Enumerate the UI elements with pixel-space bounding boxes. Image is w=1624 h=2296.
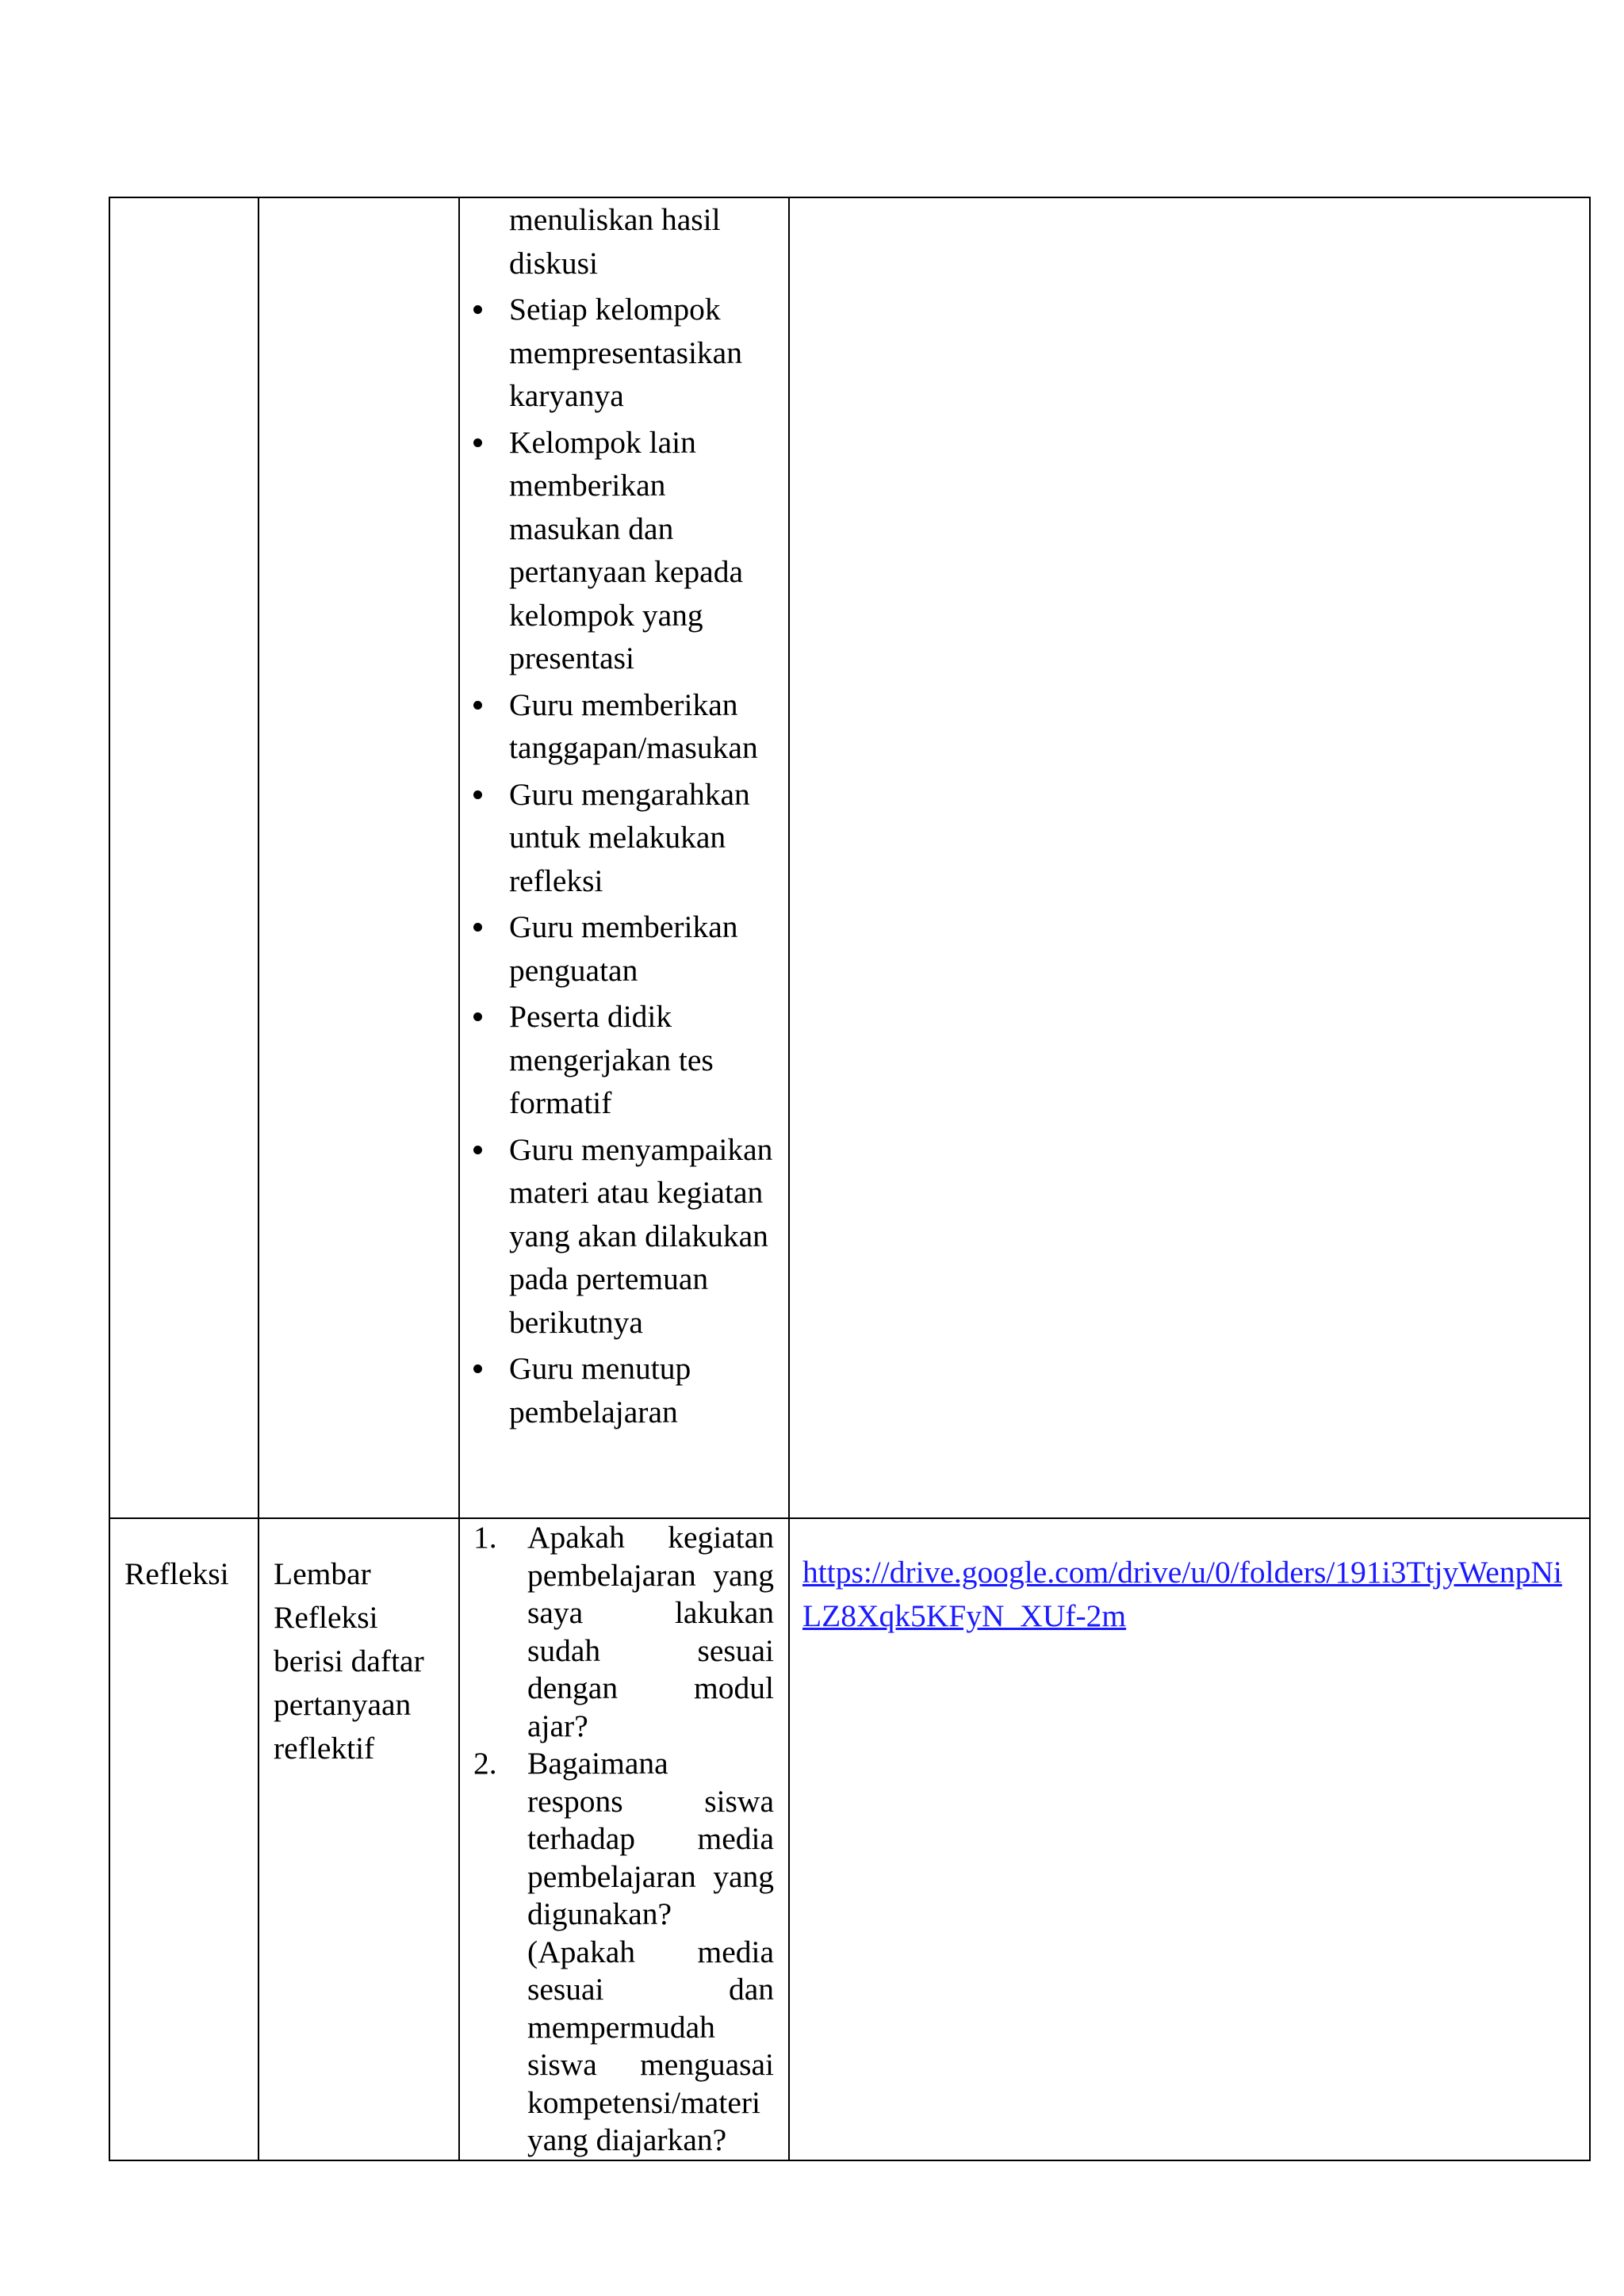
question-number: 2.: [473, 1746, 497, 1781]
question-line: pembelajaran yang: [527, 1858, 774, 1894]
list-item: [460, 905, 777, 992]
list-item: [460, 198, 777, 285]
bullet-icon: [473, 1146, 482, 1154]
instrument-cell: [259, 1518, 459, 2160]
reflection-question: [460, 1519, 774, 1745]
list-item-text: Guru mengarahkan untuk melakukan refleksi: [509, 776, 750, 898]
question-line: (Apakah media: [527, 1934, 774, 1969]
question-line: mempermudah: [527, 2009, 715, 2045]
resource-cell-empty: [789, 197, 1590, 1518]
list-item-text: menuliskan hasil diskusi: [509, 202, 721, 281]
question-line: kompetensi/materi: [527, 2084, 760, 2120]
reflection-question-list: [460, 1519, 788, 2160]
question-line: terhadap media: [527, 1821, 774, 1856]
drive-folder-link[interactable]: https://drive.google.com/drive/u/0/folders/191i3TtjyWenpNiLZ8Xqk5KFyN_XUf-2m: [802, 1555, 1562, 1633]
bullet-icon: [473, 305, 482, 314]
list-item-text: Kelompok lain memberikan masukan dan pertanyaan kepada kelompok yang presentasi: [509, 424, 743, 675]
question-line: respons siswa: [527, 1783, 774, 1819]
list-item: [460, 995, 777, 1125]
list-item: [460, 1128, 777, 1345]
question-line: Bagaimana: [527, 1746, 668, 1781]
question-line: siswa menguasai: [527, 2047, 774, 2082]
list-item: [460, 421, 777, 680]
list-item-text: Guru menutup pembelajaran: [509, 1351, 691, 1429]
stage-label: Refleksi: [124, 1556, 229, 1591]
reflection-question: [460, 1745, 774, 2160]
bullet-icon: [473, 438, 482, 447]
list-item-text: Guru menyampaikan materi atau kegiatan yang akan dilakukan pada pertemuan berikutnya: [509, 1131, 773, 1340]
bullet-icon: [473, 1364, 482, 1373]
list-item-text: Guru memberikan penguatan: [509, 909, 738, 988]
activity-cell: [459, 197, 789, 1518]
bullet-icon: [473, 790, 482, 799]
question-line: sudah sesuai: [527, 1632, 774, 1668]
list-item: [460, 1347, 777, 1433]
list-item: [460, 683, 777, 770]
question-line: ajar?: [527, 1708, 588, 1743]
question-number: 1.: [473, 1520, 497, 1555]
activity-bullet-list: [460, 198, 788, 1433]
question-line: yang diajarkan?: [527, 2122, 727, 2157]
questions-cell: [459, 1518, 789, 2160]
table-row: [109, 197, 1590, 1518]
list-item-text: Guru memberikan tanggapan/masukan: [509, 687, 758, 765]
stage-cell: [109, 1518, 259, 2160]
question-line: saya lakukan: [527, 1595, 774, 1630]
instrument-cell-empty: [259, 197, 459, 1518]
question-line: dengan modul: [527, 1670, 774, 1705]
question-line: Apakah kegiatan: [527, 1520, 774, 1555]
list-item-text: Peserta didik mengerjakan tes formatif: [509, 999, 714, 1120]
table-row: [109, 1518, 1590, 2160]
list-item: [460, 288, 777, 418]
bullet-icon: [473, 701, 482, 710]
bullet-icon: [473, 923, 482, 932]
list-item: [460, 773, 777, 903]
lesson-activity-table: [109, 197, 1591, 2161]
resource-cell: [789, 1518, 1590, 2160]
bullet-icon: [473, 1012, 482, 1021]
instrument-description: Lembar Refleksi berisi daftar pertanyaan reflektif: [274, 1556, 424, 1766]
stage-cell-empty: [109, 197, 259, 1518]
question-line: pembelajaran yang: [527, 1557, 774, 1593]
list-item-text: Setiap kelompok mempresentasikan karyanya: [509, 292, 742, 413]
question-line: sesuai dan: [527, 1972, 774, 2007]
question-line: digunakan?: [527, 1896, 672, 1931]
